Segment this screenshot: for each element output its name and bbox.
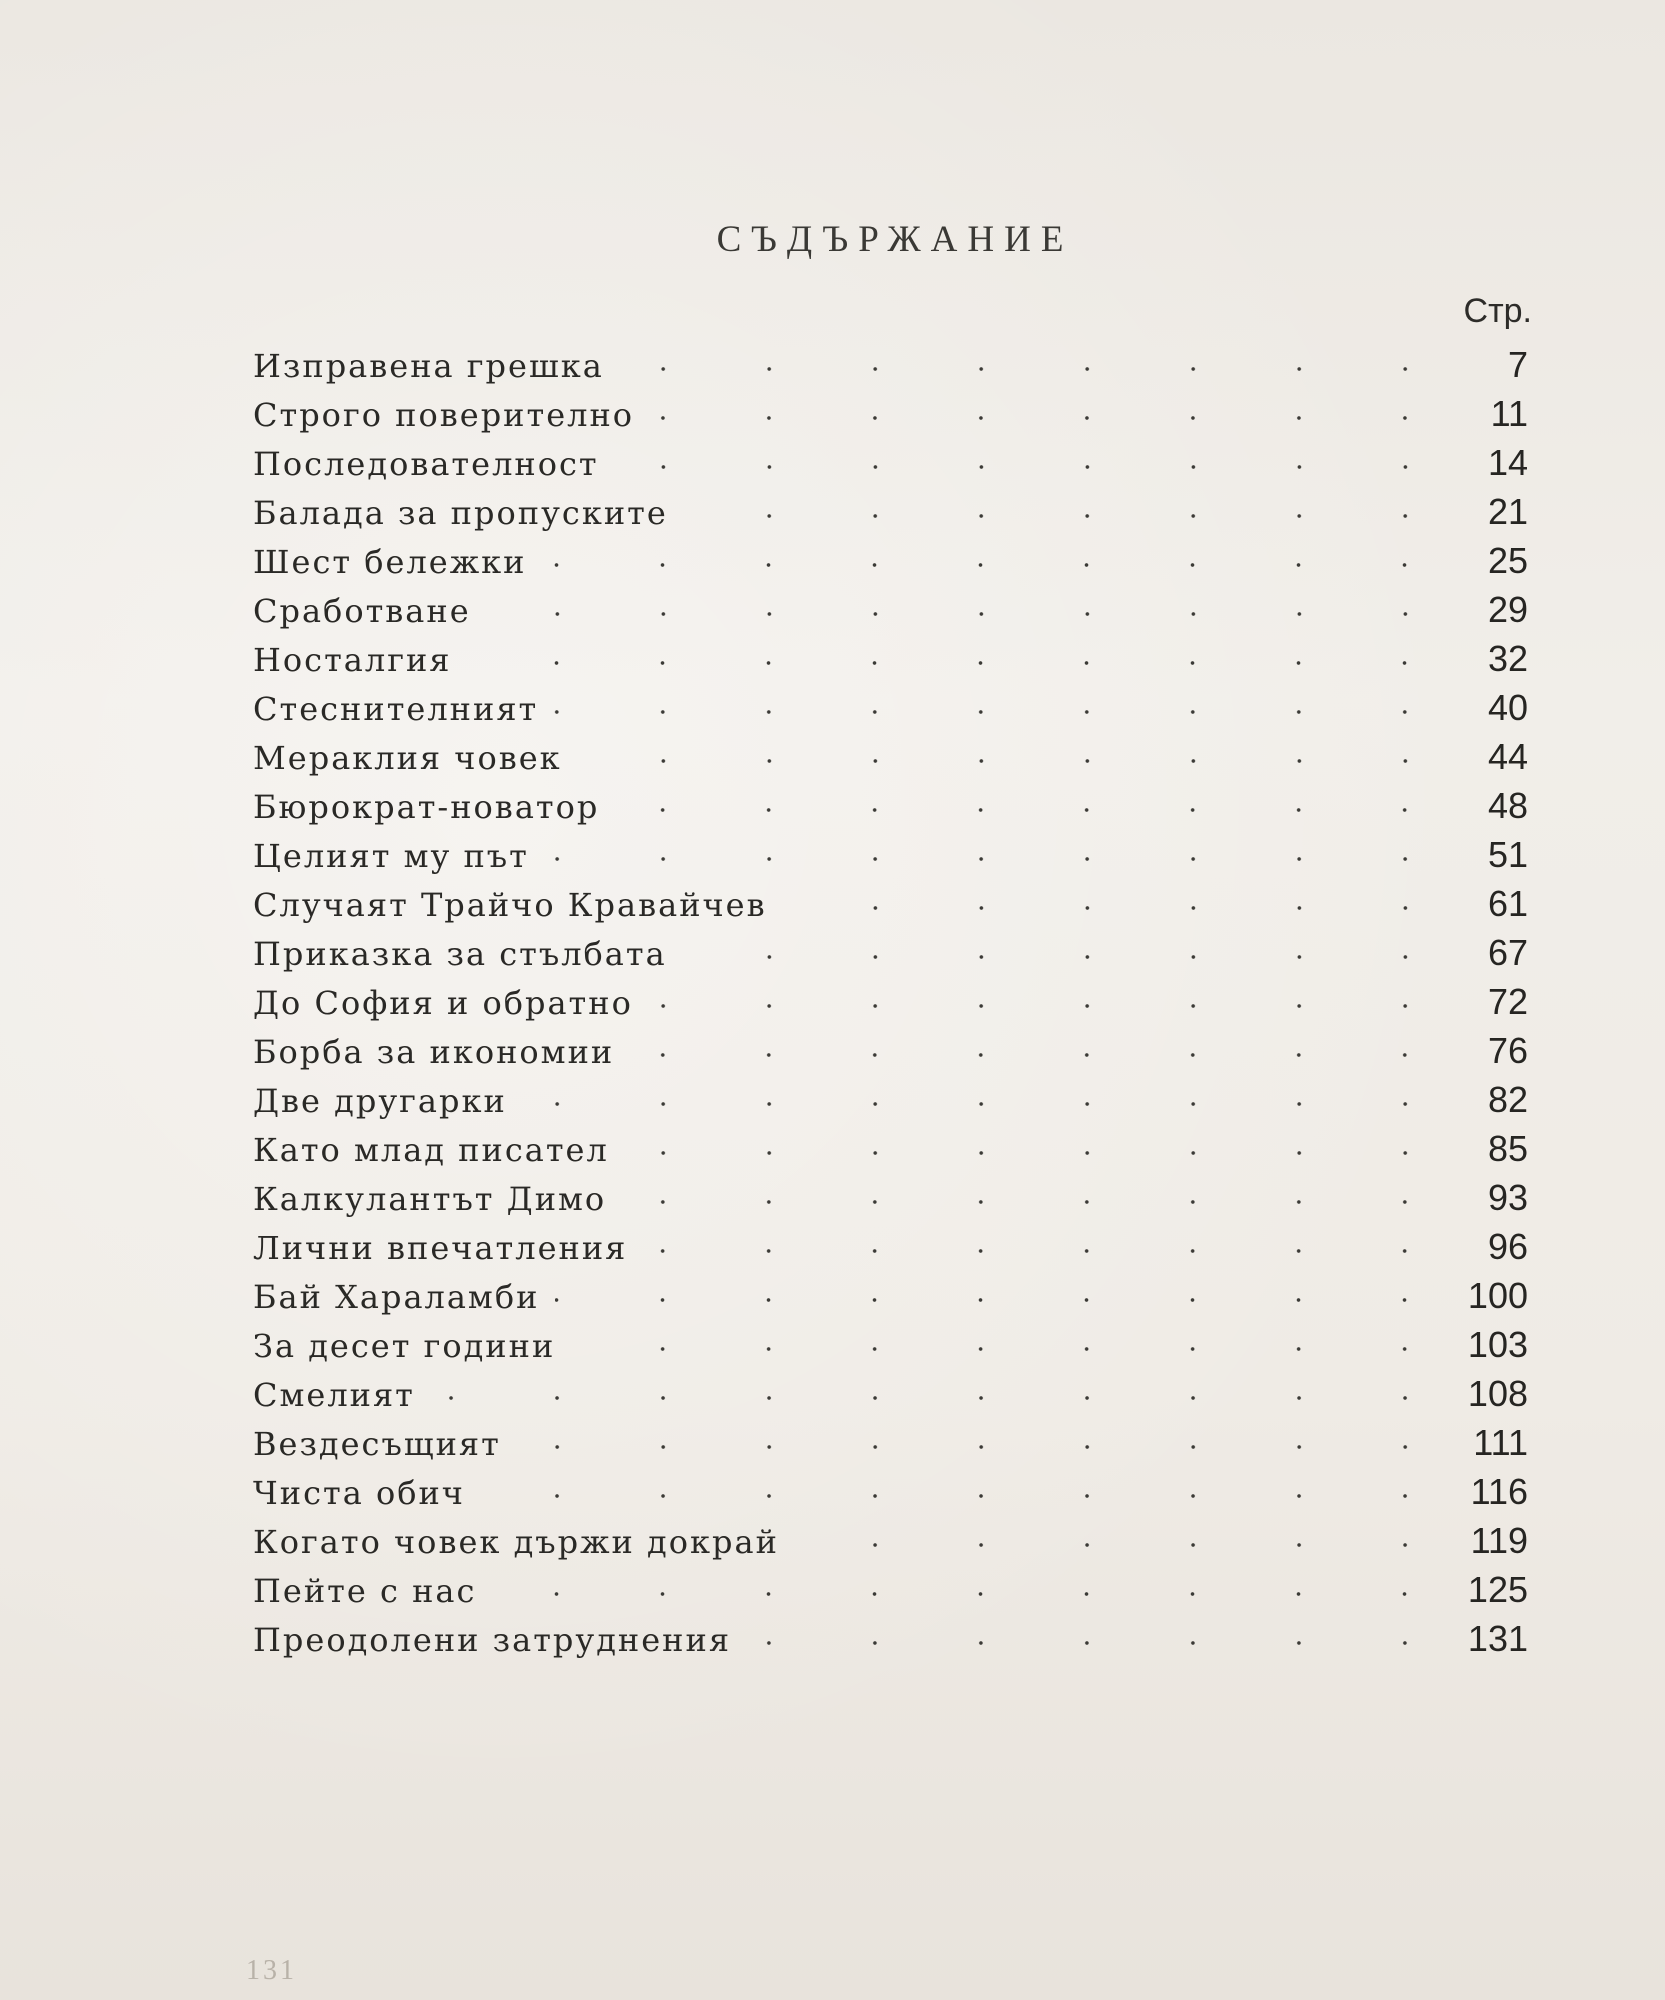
toc-entry-title: Сработване — [253, 592, 471, 630]
toc-entry-title: Борба за икономии — [253, 1033, 615, 1071]
toc-entry — [253, 540, 1528, 589]
toc-entry-title: Когато човек държи докрай — [253, 1523, 779, 1561]
toc-entry-page: 111 — [1473, 1422, 1528, 1463]
contents-heading: СЪДЪРЖАНИЕ — [716, 219, 1074, 260]
dot-leader — [649, 1004, 1458, 1008]
toc-entry-title: Целият му път — [253, 837, 529, 875]
toc-entry — [253, 1275, 1528, 1324]
toc-entry-page: 85 — [1487, 1128, 1528, 1169]
toc-entry-page: 67 — [1487, 932, 1528, 973]
toc-entry-page: 44 — [1487, 736, 1528, 777]
toc-entry-page: 25 — [1487, 540, 1528, 581]
toc-entry-page: 72 — [1487, 981, 1528, 1022]
toc-entry-page: 125 — [1467, 1569, 1528, 1610]
toc-entry — [253, 344, 1528, 393]
toc-entry-page: 103 — [1467, 1324, 1528, 1365]
toc-entry-page: 7 — [1507, 344, 1528, 385]
dot-leader — [620, 367, 1458, 371]
toc-entry — [253, 638, 1528, 687]
dot-leader — [554, 710, 1458, 714]
toc-entry-title: Шест бележки — [253, 543, 527, 581]
toc-entry — [253, 1177, 1528, 1226]
page-column-label: Стр. — [1463, 292, 1532, 330]
toc-entry-page: 21 — [1487, 491, 1528, 532]
toc-entry-title: Пейте с нас — [253, 1572, 477, 1610]
toc-entry-page: 48 — [1487, 785, 1528, 826]
dot-leader — [630, 1053, 1458, 1057]
toc-entry — [253, 932, 1528, 981]
toc-entry — [253, 1618, 1528, 1667]
toc-entry — [253, 1324, 1528, 1373]
toc-entry-page: 11 — [1490, 393, 1528, 434]
dot-leader — [615, 808, 1458, 812]
toc-entry — [253, 1030, 1528, 1079]
toc-entry-title: Смелият — [253, 1376, 415, 1414]
dot-leader — [650, 416, 1458, 420]
toc-entry-page: 108 — [1467, 1373, 1528, 1414]
toc-entry — [253, 1079, 1528, 1128]
dot-leader — [542, 563, 1458, 567]
toc-entry — [253, 981, 1528, 1030]
dot-leader — [578, 759, 1458, 763]
toc-entry-title: Носталгия — [253, 641, 452, 679]
toc-entry-title: Калкулантът Димо — [253, 1180, 607, 1218]
dot-leader — [795, 1543, 1458, 1547]
dot-leader — [622, 1200, 1458, 1204]
toc-entry-title: Лични впечатления — [253, 1229, 628, 1267]
toc-entry-title: Преодолени затруднения — [253, 1621, 732, 1659]
toc-entry — [253, 393, 1528, 442]
toc-entry-title: Бюрократ-новатор — [253, 788, 600, 826]
dot-leader — [783, 906, 1458, 910]
toc-entry — [253, 1128, 1528, 1177]
toc-entry-title: Бай Хараламби — [253, 1278, 540, 1316]
toc-entry-title: За десет години — [253, 1327, 556, 1365]
dot-leader — [625, 1151, 1458, 1155]
toc-entry-title: Стеснителният — [253, 690, 539, 728]
toc-entry-page: 61 — [1487, 883, 1528, 924]
toc-entry — [253, 785, 1528, 834]
dot-leader — [545, 857, 1458, 861]
dot-leader — [615, 465, 1458, 469]
dot-leader — [643, 1249, 1458, 1253]
dot-leader — [684, 514, 1458, 518]
toc-entry-title: Като млад писател — [253, 1131, 609, 1169]
toc-entry-page: 119 — [1470, 1520, 1528, 1561]
dot-leader — [487, 612, 1458, 616]
dot-leader — [555, 1298, 1458, 1302]
toc-entry — [253, 834, 1528, 883]
dot-leader — [683, 955, 1458, 959]
faint-page-mark: 131 — [246, 1955, 297, 1986]
toc-entry-page: 93 — [1487, 1177, 1528, 1218]
dot-leader — [481, 1494, 1458, 1498]
dot-leader — [747, 1641, 1458, 1645]
toc-entry-page: 14 — [1487, 442, 1528, 483]
toc-entry — [253, 491, 1528, 540]
toc-entry — [253, 1520, 1528, 1569]
toc-entry — [253, 1471, 1528, 1520]
toc-entry-title: Изправена грешка — [253, 347, 604, 385]
toc-entry-page: 131 — [1467, 1618, 1528, 1659]
toc-entry-title: Приказка за стълбата — [253, 935, 667, 973]
toc-entry-title: Вездесъщият — [253, 1425, 501, 1463]
toc-entry — [253, 1226, 1528, 1275]
toc-entry-page: 116 — [1470, 1471, 1528, 1512]
toc-entry — [253, 589, 1528, 638]
toc-entry-page: 76 — [1487, 1030, 1528, 1071]
toc-entry-title: Случаят Трайчо Кравайчев — [253, 886, 767, 924]
toc-entry — [253, 687, 1528, 736]
toc-entry — [253, 883, 1528, 932]
toc-entry — [253, 442, 1528, 491]
toc-entry-page: 29 — [1487, 589, 1528, 630]
toc-entry-title: Последователност — [253, 445, 599, 483]
table-of-contents — [253, 344, 1528, 1667]
toc-entry-title: До София и обратно — [253, 984, 633, 1022]
toc-entry-page: 51 — [1487, 834, 1528, 875]
toc-entry-title: Балада за пропуските — [253, 494, 668, 532]
toc-entry — [253, 736, 1528, 785]
toc-entry-page: 82 — [1487, 1079, 1528, 1120]
toc-entry-title: Чиста обич — [253, 1474, 465, 1512]
toc-entry-title: Мераклия човек — [253, 739, 562, 777]
toc-entry — [253, 1569, 1528, 1618]
dot-leader — [517, 1445, 1458, 1449]
toc-entry-page: 40 — [1487, 687, 1528, 728]
dot-leader — [431, 1396, 1458, 1400]
toc-entry-page: 32 — [1487, 638, 1528, 679]
dot-leader — [467, 661, 1458, 665]
toc-entry-title: Две другарки — [253, 1082, 507, 1120]
dot-leader — [571, 1347, 1458, 1351]
dot-leader — [523, 1102, 1458, 1106]
toc-entry-page: 100 — [1467, 1275, 1528, 1316]
toc-entry-title: Строго поверително — [253, 396, 635, 434]
dot-leader — [492, 1592, 1458, 1596]
toc-entry — [253, 1422, 1528, 1471]
toc-entry-page: 96 — [1487, 1226, 1528, 1267]
toc-entry — [253, 1373, 1528, 1422]
